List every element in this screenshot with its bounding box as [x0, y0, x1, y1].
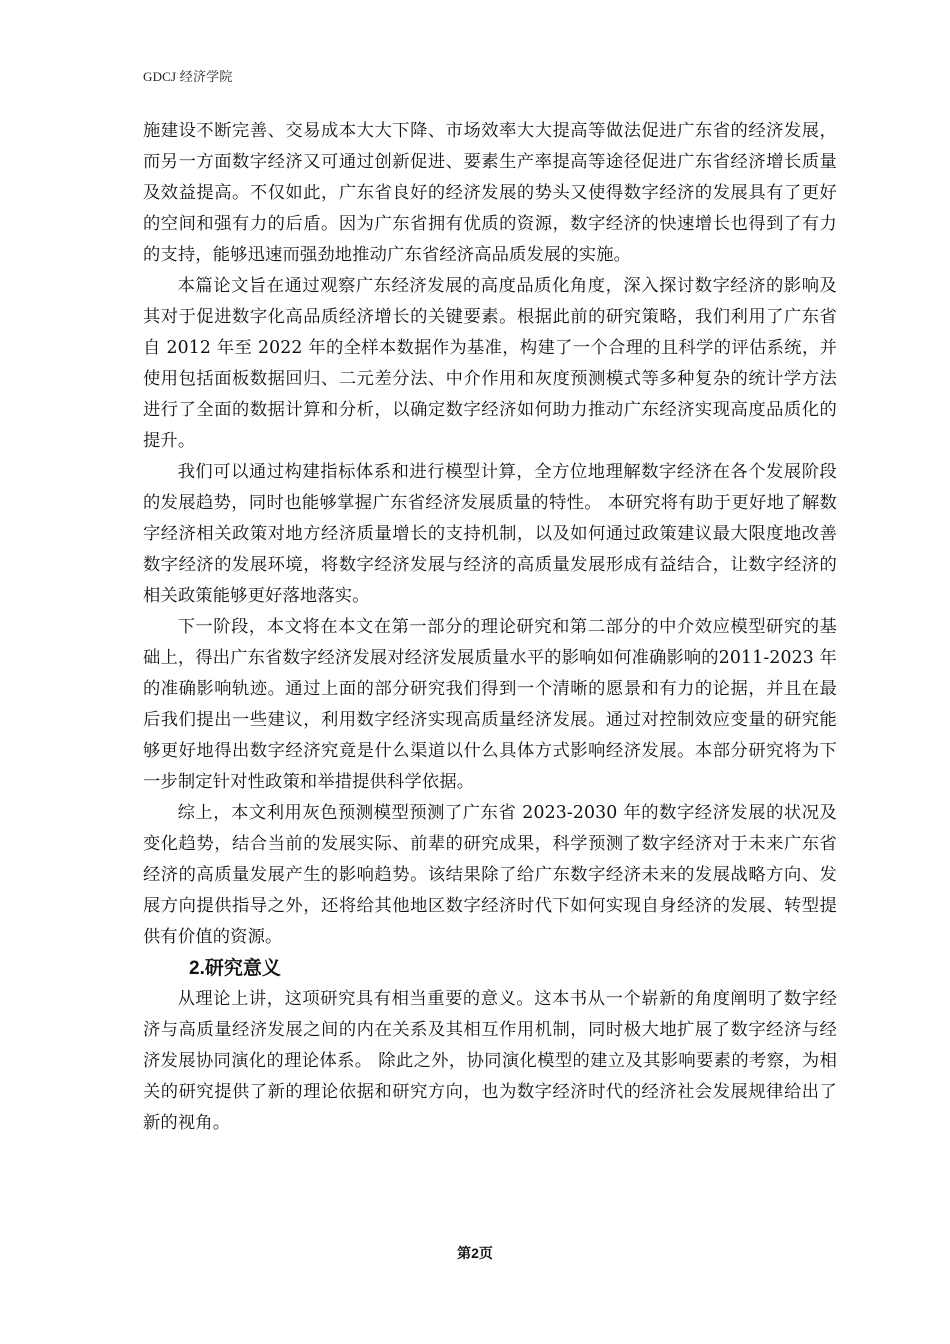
section-paragraph-1: 从理论上讲，这项研究具有相当重要的意义。这本书从一个崭新的角度阐明了数字经济与高质量经济发展之间的内在关系及其相互作用机制，同时极大地扩展了数字经济与经济发展协同演化的理论体系。 除此之外，协同演化模型的建立及其影响要素的考察，为相关的研究提供了新的理论依据和研究方向，也为数字经济时代的经济社会发展规律给出了新的视角。	[143, 989, 837, 1133]
paragraph-3: 我们可以通过构建指标体系和进行模型计算，全方位地理解数字经济在各个发展阶段的发展趋势，同时也能够掌握广东省经济发展质量的特性。 本研究将有助于更好地了解数字经济相关政策对地方经济质量增长的支持机制，以及如何通过政策建议最大限度地改善数字经济的发展环境，将数字经济发展与经济的高质量发展形成有益结合，让数字经济的相关政策能够更好落地落实。	[143, 462, 837, 606]
body-text	[143, 116, 837, 1139]
section-heading: 2.研究意义	[189, 958, 281, 979]
paragraph-4: 下一阶段，本文将在本文在第一部分的理论研究和第二部分的中介效应模型研究的基础上，得出广东省数字经济发展对经济发展质量水平的影响如何准确影响的2011-2023 年的准确影响轨迹。通过上面的部分研究我们得到一个清晰的愿景和有力的论据，并且在最后我们提出一些建议，利用数字经济实现高质量经济发展。通过对控制效应变量的研究能够更好地得出数字经济究竟是什么渠道以什么具体方式影响经济发展。本部分研究将为下一步制定针对性政策和举措提供科学依据。	[143, 617, 837, 792]
paragraph-5: 综上，本文利用灰色预测模型预测了广东省 2023-2030 年的数字经济发展的状况及变化趋势，结合当前的发展实际、前辈的研究成果，科学预测了数字经济对于未来广东省经济的高质量发展产生的影响趋势。该结果除了给广东数字经济未来的发展战略方向、发展方向提供指导之外，还将给其他地区数字经济时代下如何实现自身经济的发展、转型提供有价值的资源。	[143, 803, 837, 947]
running-header: GDCJ 经济学院	[143, 69, 233, 84]
page-number: 第2页	[457, 1245, 493, 1261]
paragraph-2: 本篇论文旨在通过观察广东经济发展的高度品质化角度，深入探讨数字经济的影响及其对于促进数字化高品质经济增长的关键要素。根据此前的研究策略，我们利用了广东省自 2012 年至 2022 年的全样本数据作为基准，构建了一个合理的且科学的评估系统，并使用包括面板数据回归、二元差分法、中介作用和灰度预测模式等多种复杂的统计学方法进行了全面的数据计算和分析，以确定数字经济如何助力推动广东经济实现高度品质化的提升。	[143, 276, 837, 451]
paragraph-1: 施建设不断完善、交易成本大大下降、市场效率大大提高等做法促进广东省的经济发展，而另一方面数字经济又可通过创新促进、要素生产率提高等途径促进广东省经济增长质量及效益提高。不仅如此，广东省良好的经济发展的势头又使得数字经济的发展具有了更好的空间和强有力的后盾。因为广东省拥有优质的资源，数字经济的快速增长也得到了有力的支持，能够迅速而强劲地推动广东省经济高品质发展的实施。	[143, 121, 837, 265]
